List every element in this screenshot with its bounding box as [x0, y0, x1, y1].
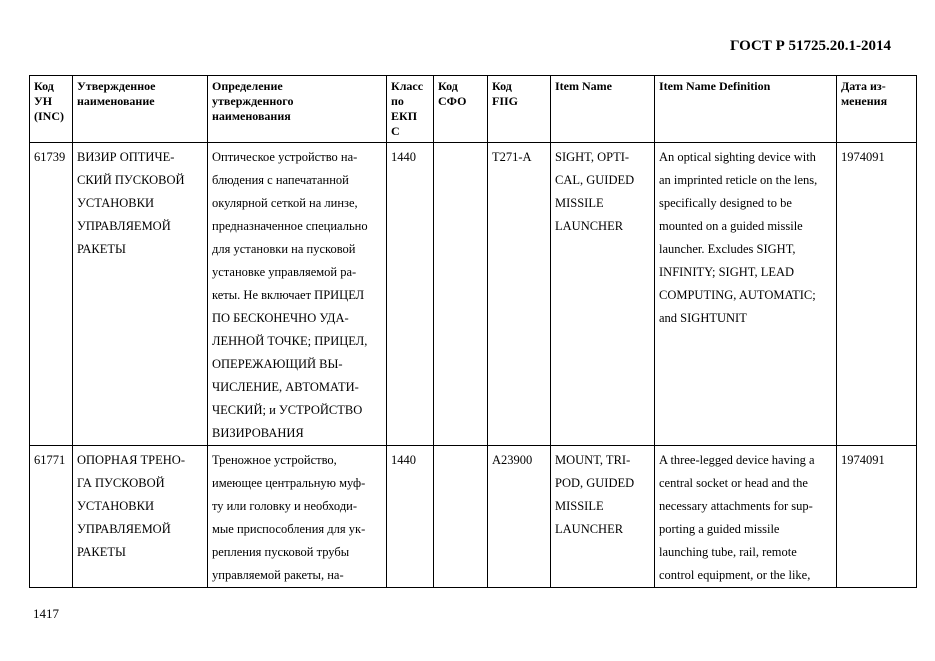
cell-date: 1974091: [837, 446, 917, 588]
document-standard-code: ГОСТ Р 51725.20.1-2014: [729, 38, 891, 54]
cell-sfo: [434, 446, 488, 588]
page-number: 1417: [33, 606, 59, 621]
column-header-approved-name: Утвержденное наименование: [73, 76, 208, 143]
column-header-sfo: Код СФО: [434, 76, 488, 143]
table-row: [30, 143, 917, 446]
cell-class: 1440: [387, 446, 434, 588]
cell-fiig: T271-A: [488, 143, 551, 446]
column-header-date: Дата из- менения: [837, 76, 917, 143]
column-header-fiig: Код FIIG: [488, 76, 551, 143]
column-header-class: Класс по ЕКП С: [387, 76, 434, 143]
cell-class: 1440: [387, 143, 434, 446]
column-header-item-name: Item Name: [551, 76, 655, 143]
table-header-row: [30, 76, 917, 143]
cell-sfo: [434, 143, 488, 446]
column-header-definition: Определение утвержденного наименования: [208, 76, 387, 143]
table-row: [30, 446, 917, 588]
cell-approved-name: ОПОРНАЯ ТРЕНО- ГА ПУСКОВОЙ УСТАНОВКИ УПРАВЛЯЕМОЙ РАКЕТЫ: [73, 446, 208, 588]
column-header-item-definition: Item Name Definition: [655, 76, 837, 143]
cell-item-definition: An optical sighting device with an imprinted reticle on the lens, specifically designed to be mounted on a guided missile launcher. Excludes SIGHT, INFINITY; SIGHT, LEAD COMPUTING, AUTOMATIC; and SIGHTUNIT: [655, 143, 837, 446]
cell-date: 1974091: [837, 143, 917, 446]
specification-table: [29, 75, 917, 588]
cell-item-name: MOUNT, TRI- POD, GUIDED MISSILE LAUNCHER: [551, 446, 655, 588]
cell-inc: 61771: [30, 446, 73, 588]
cell-definition: Оптическое устройство на- блюдения с напечатанной окулярной сеткой на линзе, предназначенное специально для установки на пусковой установке управляемой ра- кеты. Не включает ПРИЦЕЛ ПО БЕСКОНЕЧНО УДА- ЛЕННОЙ ТОЧКЕ; ПРИЦЕЛ, ОПЕРЕЖАЮЩИЙ ВЫ- ЧИСЛЕНИЕ, АВТОМАТИ- ЧЕСКИЙ; и УСТРОЙСТВО ВИЗИРОВАНИЯ: [208, 143, 387, 446]
cell-definition: Треножное устройство, имеющее центральную муф- ту или головку и необходи- мые приспособления для ук- репления пусковой трубы управляемой ракеты, на-: [208, 446, 387, 588]
cell-inc: 61739: [30, 143, 73, 446]
column-header-inc: Код УН (INC): [30, 76, 73, 143]
cell-approved-name: ВИЗИР ОПТИЧЕ- СКИЙ ПУСКОВОЙ УСТАНОВКИ УПРАВЛЯЕМОЙ РАКЕТЫ: [73, 143, 208, 446]
cell-item-name: SIGHT, OPTI- CAL, GUIDED MISSILE LAUNCHER: [551, 143, 655, 446]
cell-item-definition: A three-legged device having a central socket or head and the necessary attachments for sup- porting a guided missile launching tube, rail, remote control equipment, or the like,: [655, 446, 837, 588]
cell-fiig: A23900: [488, 446, 551, 588]
